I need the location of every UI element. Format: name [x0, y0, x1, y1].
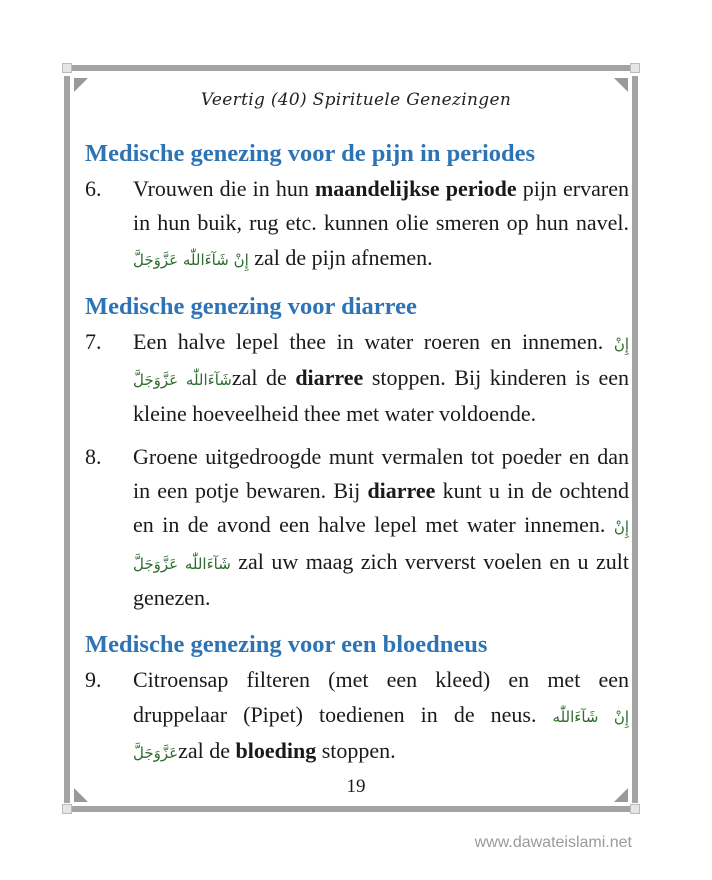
item-text — [133, 440, 629, 615]
item-number: 9. — [85, 667, 102, 693]
website-link[interactable]: www.dawateislami.net — [474, 834, 632, 851]
text: stoppen. Bij kinderen is een kleine hoeveelheid thee met water voldoende. — [133, 365, 629, 427]
text: Een halve lepel thee in water roeren en innemen. — [133, 328, 614, 354]
frame-bottom — [70, 806, 632, 812]
frame-corner-tr — [630, 63, 640, 73]
frame-corner-tl — [62, 63, 72, 73]
list-item — [85, 663, 629, 770]
arabic-phrase: إِنْ شَآءَاللّٰه عَزَّوَجَلَّ — [133, 707, 629, 762]
section-heading: Medische genezing voor de pijn in periodes — [85, 140, 536, 167]
item-text — [133, 172, 629, 277]
frame-top — [70, 65, 632, 71]
list-item — [85, 440, 629, 615]
text: stoppen. — [316, 737, 396, 763]
arabic-phrase: إِنْ شَآءَاللّٰه عَزَّوَجَلَّ — [133, 334, 629, 390]
section-heading: Medische genezing voor diarree — [85, 292, 417, 320]
text: zal de — [178, 737, 236, 763]
item-text — [133, 325, 629, 432]
frame-corner-br — [630, 804, 640, 814]
bold-text: maandelijkse periode — [314, 176, 517, 201]
item-text — [133, 663, 629, 770]
running-title: Veertig (40) Spirituele Genezingen — [200, 90, 512, 110]
item-number: 6. — [85, 176, 102, 201]
text: zal de pijn afnemen. — [248, 244, 433, 270]
section-heading: Medische genezing voor een bloedneus — [85, 631, 488, 659]
text: pijn ervaren in hun buik, rug etc. kunnen olie smeren op hun navel. — [133, 176, 629, 236]
page-content — [85, 136, 629, 770]
text: kunt u in de ochtend en in de avond een halve lepel met water innemen. — [133, 478, 629, 538]
frame-right — [632, 76, 638, 803]
page-number: 19 — [346, 776, 366, 797]
item-number: 7. — [85, 328, 102, 354]
text: Groene uitgedroogde munt vermalen tot poeder en dan in een potje bewaren. Bij — [133, 443, 629, 504]
arabic-phrase: إِنْ شَآءَاللّٰه عَزَّوَجَلَّ — [133, 518, 629, 573]
bold-text: diarree — [367, 478, 436, 504]
bold-text: bloeding — [235, 737, 317, 763]
list-item — [85, 325, 629, 432]
frame-corner-bl — [62, 804, 72, 814]
arabic-phrase: إِنْ شَآءَاللّٰه عَزَّوَجَلَّ — [133, 250, 249, 269]
frame-left — [64, 76, 70, 803]
text: zal de — [231, 365, 296, 391]
bold-text: diarree — [295, 365, 364, 391]
text: Citroensap filteren (met een kleed) en met een druppelaar (Pipet) toedienen in de neus. — [133, 667, 629, 727]
text: zal uw maag zich ververst voelen en u zult genezen. — [133, 548, 629, 610]
text: Vrouwen die in hun — [133, 176, 315, 201]
item-number: 8. — [85, 443, 102, 469]
list-item — [85, 172, 629, 277]
